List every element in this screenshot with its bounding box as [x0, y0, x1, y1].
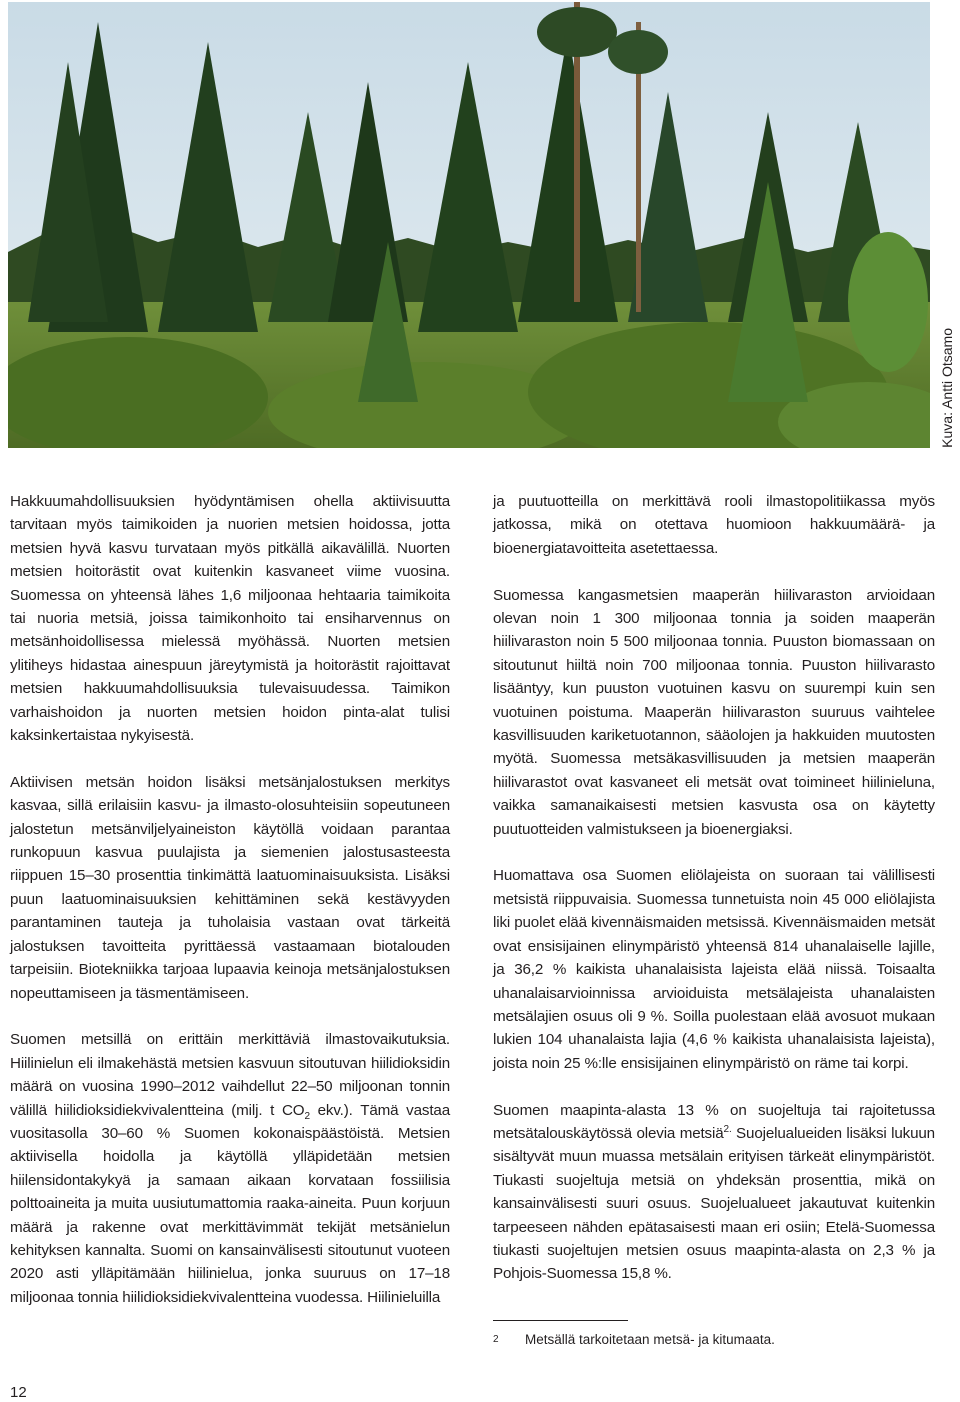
footnote-ref: 2.	[723, 1123, 732, 1135]
paragraph	[10, 1028, 450, 1309]
footnote	[493, 1331, 775, 1349]
left-column	[10, 490, 450, 1333]
paragraph: Hakkuumahdollisuuksien hyödyntämisen ohella aktiivisuutta tarvitaan myös taimikoiden ja nuorien metsien hoidossa, jotta metsien hyvä kasvu turvataan myös pitkällä aikavälillä. Nuorten metsien hoitorästit ovat kuitenkin kasvaneet viime vuosina. Suomessa on yhteensä lähes 1,6 miljoonaa hehtaaria taimikoita tai nuoria metsiä, joissa taimikonhoito tai ensiharvennus on metsänhoidollisessa mielessä myöhässä. Nuorten metsien ylitiheys hidastaa ainespuun järeytymistä ja hoitorästit rajoittavat metsien hakkuumahdollisuuksia tulevaisuudessa. Taimikon varhaishoidon ja nuorten metsien hoidon pinta-alat tulisi kaksinkertaistaa nykyisestä.	[10, 493, 450, 745]
page-number: 12	[10, 1384, 27, 1401]
forest-photo-illustration	[8, 2, 930, 448]
footnote-text: Metsällä tarkoitetaan metsä- ja kitumaata.	[525, 1332, 775, 1347]
paragraph: Suomessa kangasmetsien maaperän hiilivaraston arvioidaan olevan noin 1 300 miljoonaa tonnia ja soiden maaperän hiilivaraston noin 5 500 miljoonaa tonnia. Puuston biomassaan on sitoutunut hiiltä noin 700 miljoonaa tonnia. Puuston hiilivarasto lisääntyy, kun puuston vuotuinen kasvu on suurempi kuin sen vuotuinen poistuma. Maaperän hiilivaraston suuruus vaihtelee kasvillisuuden kariketuotannon, sääolojen ja hakkuiden muutosten myötä. Suomessa metsäkasvillisuuden ja metsien maaperän hiilivarastot ovat kasvaneet eli metsät ovat toimineet hiilinieluna, vaikka samanaikaisesti metsien kasvusta osa on käytetty puutuotteiden valmistukseen ja bioenergiaksi.	[493, 586, 935, 838]
paragraph: Aktiivisen metsän hoidon lisäksi metsänjalostuksen merkitys kasvaa, sillä erilaisiin kasvu- ja ilmasto-olosuhteisiin sopeutuneen jalostetun metsänviljelyaineiston käytöllä voidaan parantaa runkopuun kasvua puulajista ja siemenien jalostusasteesta riippuen 15–30 prosenttia tinkimättä laatuominaisuuksista. Lisäksi puun laatuominaisuuksien kehittäminen sekä kestävyyden parantaminen tauteja ja tuholaisia vastaan ovat tärkeitä jalostuksen tavoitteita pyrittäessä vastaamaan biotalouden tarpeisiin. Biotekniikka tarjoaa lupaavia keinoja metsänjalostuksen nopeuttamiseen ja täsmentämiseen.	[10, 773, 450, 1002]
subscript: 2	[304, 1110, 310, 1122]
footnote-rule	[493, 1320, 628, 1321]
footnote-number: 2	[493, 1334, 499, 1345]
paragraph-text: Suomen metsillä on erittäin merkittäviä ilmastovaikutuksia. Hiilinielun eli ilmakehästä metsien kasvuun sitoutuvan hiilidioksidin määrä on vuosina 1990–2012 vaihdellut 22–50 miljoonan tonnin välillä hiilidioksidiekvivalentteina (milj. t CO	[10, 1031, 450, 1119]
forest-photo	[8, 2, 930, 448]
paragraph-text: Suojelualueiden lisäksi lukuun sisältyvät muun muassa metsälain erityisen tärkeät elinympäristöt. Tiukasti suojeltuja metsiä on yhdeksän prosenttia, mikä on kansainvälisesti suuri osuus. Suojelualueet jakautuvat kuitenkin tarpeeseen nähden epätasaisesti maan eri osiin; Etelä-Suomessa tiukasti suojeltujen metsien osuus maapinta-alasta on 2,3 % ja Pohjois-Suomessa 15,8 %.	[493, 1124, 935, 1283]
photo-credit	[934, 2, 960, 448]
paragraph-text: ekv.). Tämä vastaa vuositasolla 30–60 % Suomen kokonaispäästöistä. Metsien aktiivisella hoidolla ja käytöllä ylläpidetään metsien hiilensidontakykyä ja samaan aikaan korvataan fossiilisia polttoaineita ja muita uusiutumattomia raaka-aineita. Puun korjuun määrä ja rakenne ovat merkittävimmät tekijät metsänielun kehityksen kannalta. Suomi on kansainvälisesti sitoutunut vuoteen 2020 asti ylläpitämään hiilinielua, jonka suuruus on 17–18 miljoonaa tonnia hiilidioksidiekvivalentteina vuodessa. Hiilinieluilla	[10, 1101, 451, 1306]
paragraph	[493, 1099, 935, 1286]
right-column	[493, 490, 935, 1309]
paragraph-text: Suomen maapinta-alasta 13 % on suojeltuja tai rajoitetussa metsätalouskäytössä olevia metsiä	[493, 1101, 935, 1142]
paragraph: Huomattava osa Suomen eliölajeista on suoraan tai välillisesti metsistä riippuvaisia. Suomessa tunnetuista noin 45 000 eliölajista liki puolet elää kivennäismaiden metsissä. Kivennäismaiden metsät ovat ensisijainen elinympäristö yhteensä 814 uhanalaiselle lajille, ja 36,2 % kaikista uhanalaisista lajeista elää niissä. Toisaalta uhanalaisarvioinnissa arvioiduista metsälajeista uhanalaisten metsälajien osuus oli 9 %. Soilla puolestaan elää avosuot mukaan lukien 104 uhanalaista lajia (4,6 % kaikista uhanalaisista lajeista), joista noin 25 %:lle ensisijainen elinympäristö on räme tai korpi.	[493, 867, 935, 1072]
photo-credit-text: Kuva: Antti Otsamo	[939, 328, 955, 448]
paragraph: ja puutuotteilla on merkittävä rooli ilmastopolitiikassa myös jatkossa, mikä on otettava huomioon hakkuumäärä- ja bioenergiatavoitteita asetettaessa.	[493, 493, 935, 557]
